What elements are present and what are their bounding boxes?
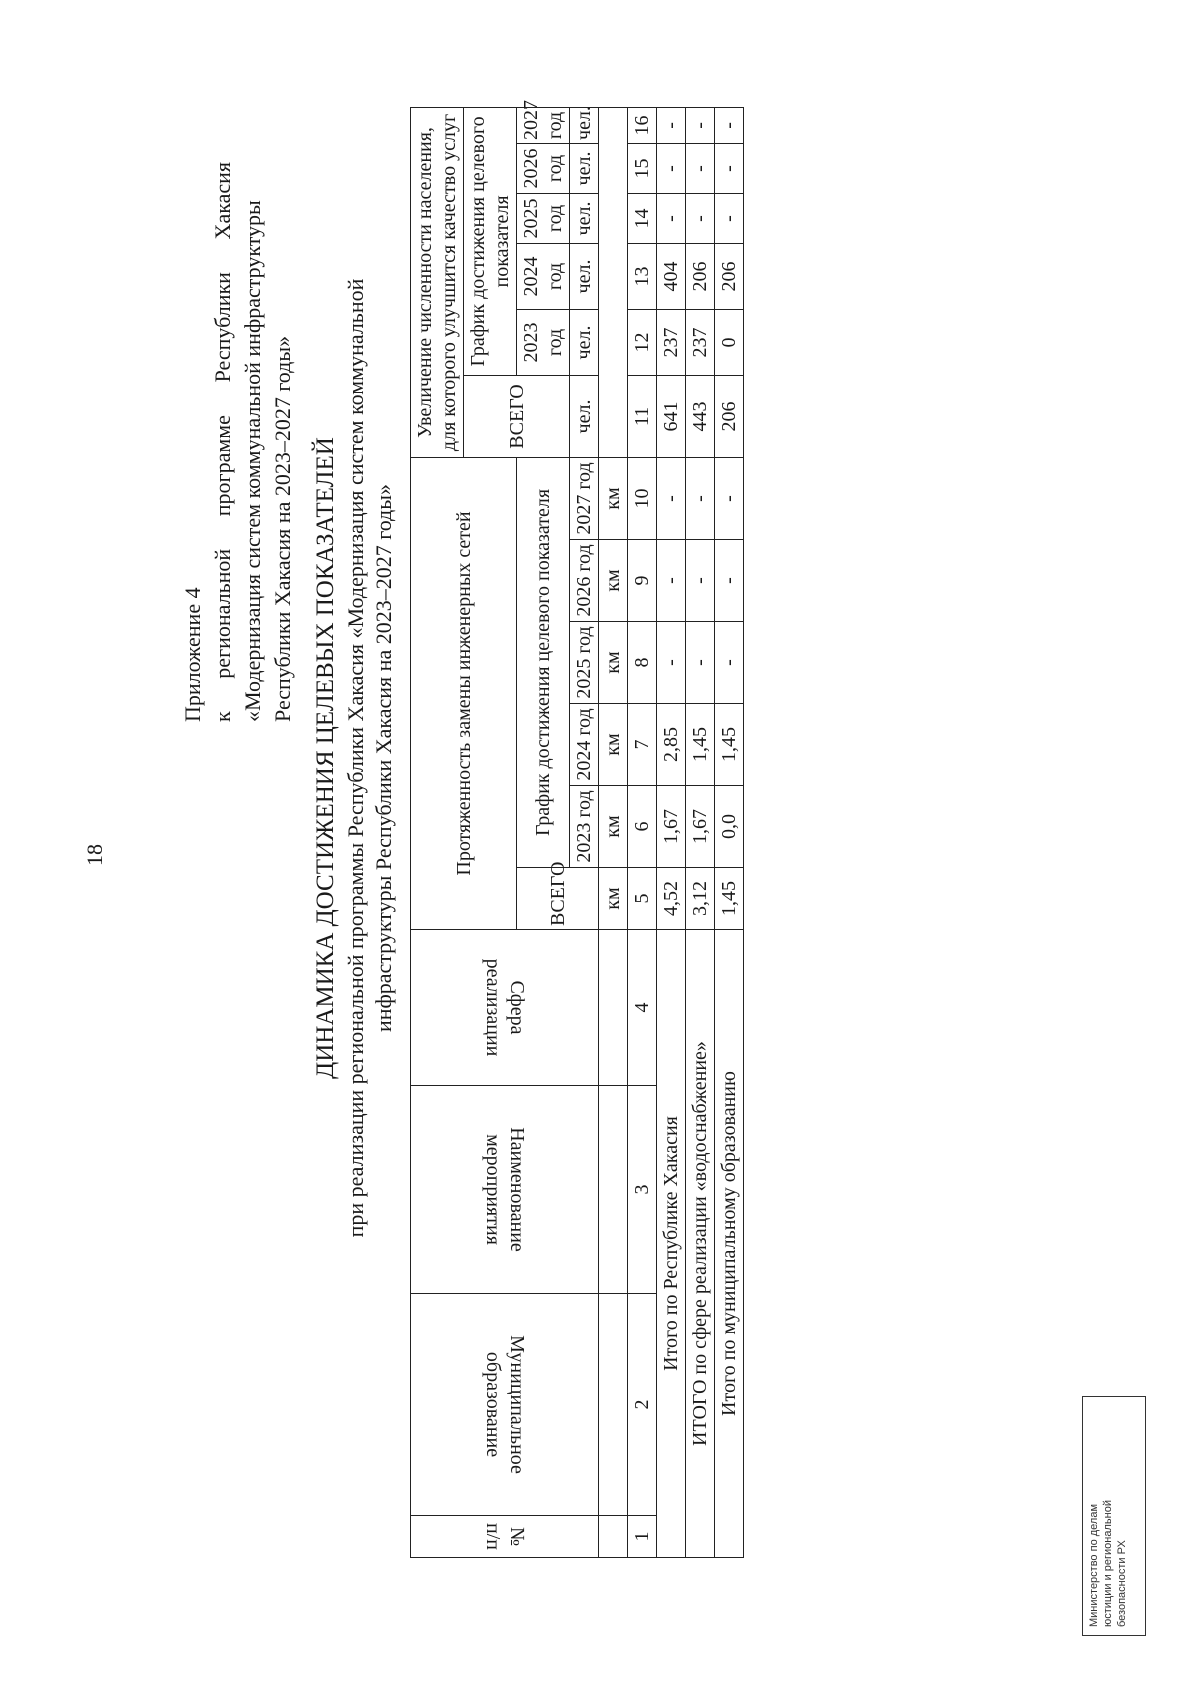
table-cell: 1,45 (715, 868, 744, 930)
header-row-1 (411, 107, 464, 1557)
column-number: 16 (628, 107, 657, 143)
table-cell: - (657, 457, 686, 539)
column-number: 3 (628, 1086, 657, 1294)
header-networks-group: Протяженность замены инженерных сетей (411, 457, 517, 929)
column-number: 12 (628, 309, 657, 375)
header-networks-schedule: График достижения целевого показателя (517, 457, 570, 867)
table-cell: - (715, 457, 744, 539)
table-cell: 1,67 (657, 786, 686, 868)
column-number: 13 (628, 243, 657, 309)
unit-spacer (599, 1294, 628, 1516)
unit-net-2026: км (599, 540, 628, 622)
unit-net-2025: км (599, 622, 628, 704)
header-pop-year-2027: 2027 год (517, 107, 570, 143)
table-cell: - (715, 540, 744, 622)
column-number: 8 (628, 622, 657, 704)
stamp-line-2: юстиции и региональной (1102, 1500, 1114, 1627)
header-num: № п/п (411, 1516, 599, 1558)
table-cell: - (657, 193, 686, 243)
header-pop-year-2024: 2024 год (517, 243, 570, 309)
column-number: 5 (628, 868, 657, 930)
column-number: 11 (628, 375, 657, 457)
table-cell: 443 (686, 375, 715, 457)
document-subtitle-2: инфраструктуры Республики Хакасия на 2023–2027 годы» (371, 483, 396, 1033)
table-cell: - (715, 193, 744, 243)
registration-stamp (1082, 1396, 1146, 1636)
unit-net-2023: км (599, 786, 628, 868)
table-cell: - (686, 107, 715, 143)
column-number: 7 (628, 704, 657, 786)
header-net-year-2027: 2027 год (570, 457, 599, 539)
table-cell: 1,67 (686, 786, 715, 868)
column-number: 14 (628, 193, 657, 243)
table-cell: - (657, 540, 686, 622)
header-net-year-2025: 2025 год (570, 622, 599, 704)
table-row (657, 107, 686, 1557)
table-cell: - (715, 107, 744, 143)
header-net-year-2023: 2023 год (570, 786, 599, 868)
unit-pop-2023: чел. (570, 309, 599, 375)
row-label: ИТОГО по сфере реализации «водоснабжение» (686, 930, 715, 1558)
units-row (599, 107, 628, 1557)
appendix-line-4: Республики Хакасия на 2023–2027 годы» (270, 335, 295, 722)
table-cell: - (686, 540, 715, 622)
table-row (715, 107, 744, 1557)
header-measure: Наименование мероприятия (411, 1086, 599, 1294)
table-cell: - (686, 457, 715, 539)
title-block (310, 108, 398, 1408)
table-cell: 641 (657, 375, 686, 457)
unit-net-total: км (599, 868, 628, 930)
table-cell: 206 (715, 243, 744, 309)
header-population-group: Увеличение численности населения, для которого улучшится качество услуг (411, 107, 464, 457)
unit-pop-2026: чел. (570, 143, 599, 193)
unit-pop-2027: чел. (570, 107, 599, 143)
unit-pop-total: чел. (570, 375, 599, 457)
header-pop-year-2023: 2023 год (517, 309, 570, 375)
column-number: 10 (628, 457, 657, 539)
table-cell: 206 (686, 243, 715, 309)
column-number: 2 (628, 1294, 657, 1516)
unit-net-2024: км (599, 704, 628, 786)
header-municipality: Муниципальное образование (411, 1294, 599, 1516)
stamp-line-1: Министерство по делам (1088, 1503, 1100, 1627)
table-cell: - (715, 622, 744, 704)
table-cell: - (657, 107, 686, 143)
column-number: 15 (628, 143, 657, 193)
table-cell: 237 (657, 309, 686, 375)
table-cell: 4,52 (657, 868, 686, 930)
table-cell: 1,45 (715, 704, 744, 786)
page-number: 18 (82, 844, 107, 866)
unit-pop-2024: чел. (570, 243, 599, 309)
table-cell: - (686, 193, 715, 243)
document-title: ДИНАМИКА ДОСТИЖЕНИЯ ЦЕЛЕВЫХ ПОКАЗАТЕЛЕЙ (312, 437, 339, 1079)
table-cell: - (657, 143, 686, 193)
unit-net-2027: км (599, 457, 628, 539)
header-networks-total: ВСЕГО (517, 868, 599, 930)
header-pop-year-2025: 2025 год (517, 193, 570, 243)
table-cell: 2,85 (657, 704, 686, 786)
appendix-line-1: Приложение 4 (180, 587, 205, 722)
header-population-total: ВСЕГО (464, 375, 570, 457)
column-number: 4 (628, 930, 657, 1086)
header-net-year-2026: 2026 год (570, 540, 599, 622)
table-cell: - (657, 622, 686, 704)
appendix-header (178, 162, 298, 722)
table-cell: 1,45 (686, 704, 715, 786)
table-cell: - (686, 143, 715, 193)
unit-spacer (599, 107, 628, 457)
appendix-line-3: «Модернизация систем коммунальной инфраструктуры (240, 200, 265, 722)
header-population-schedule: График достижения целевого показателя (464, 107, 517, 375)
document-subtitle-1: при реализации региональной программы Республики Хакасия «Модернизация систем коммунальной (343, 278, 368, 1238)
table-cell: 3,12 (686, 868, 715, 930)
column-number-row (628, 107, 657, 1557)
column-number: 6 (628, 786, 657, 868)
column-number: 1 (628, 1516, 657, 1558)
row-label: Итого по муниципальному образованию (715, 930, 744, 1558)
table-cell: 237 (686, 309, 715, 375)
appendix-line-2: к региональной программе Республики Хакасия (210, 162, 235, 722)
table-cell: 206 (715, 375, 744, 457)
table-row (686, 107, 715, 1557)
unit-spacer (599, 1516, 628, 1558)
table-cell: 404 (657, 243, 686, 309)
stamp-line-3: безопасности РХ (1116, 1540, 1128, 1627)
header-pop-year-2026: 2026 год (517, 143, 570, 193)
header-net-year-2024: 2024 год (570, 704, 599, 786)
indicators-table (410, 99, 744, 1558)
table-cell: - (715, 143, 744, 193)
unit-spacer (599, 1086, 628, 1294)
row-label: Итого по Республике Хакасия (657, 930, 686, 1558)
header-sphere: Сфера реализации (411, 930, 599, 1086)
unit-spacer (599, 930, 628, 1086)
table-cell: - (686, 622, 715, 704)
column-number: 9 (628, 540, 657, 622)
unit-pop-2025: чел. (570, 193, 599, 243)
table-cell: 0 (715, 309, 744, 375)
table-cell: 0,0 (715, 786, 744, 868)
